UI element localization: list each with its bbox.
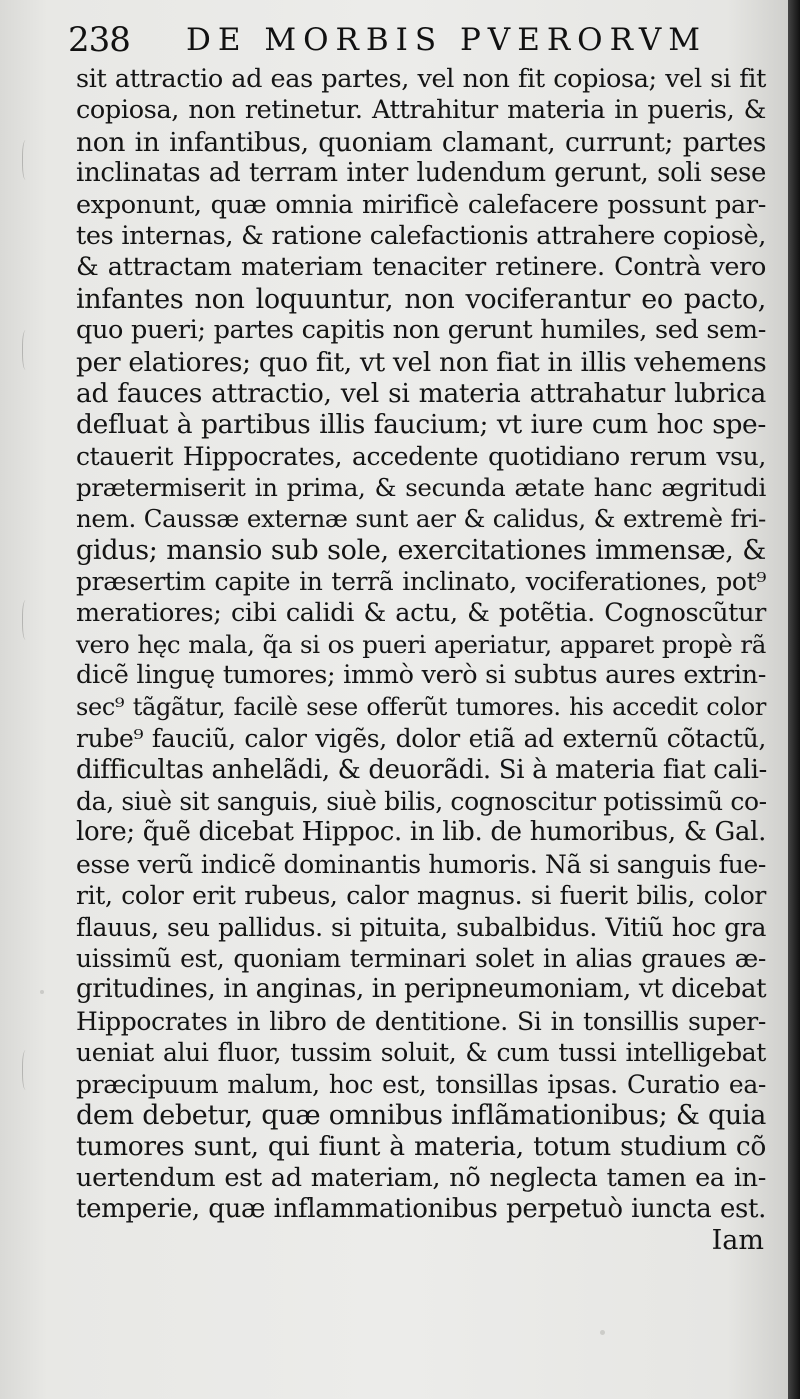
text-line: exponunt, quæ omnia mirificè calefacere possunt par- xyxy=(76,189,766,220)
paper-spot xyxy=(600,1330,605,1335)
text-line: præsertim capite in terrã inclinato, vociferationes, pot⁹ xyxy=(76,567,766,597)
text-line: ctauerit Hippocrates, accedente quotidiano rerum vsu, xyxy=(76,441,766,471)
catchword: Iam xyxy=(711,1225,764,1257)
text-line: non in infantibus, quoniam clamant, currunt; partes xyxy=(76,126,766,158)
page-number: 238 xyxy=(68,20,130,60)
paper-spot xyxy=(40,990,44,994)
text-line: esse verũ indicẽ dominantis humoris. Nã si sanguis fue- xyxy=(76,849,766,879)
text-line: uertendum est ad materiam, nõ neglecta tamen ea in- xyxy=(76,1162,766,1193)
text-line: lore; q̃uẽ dicebat Hippoc. in lib. de humoribus, & Gal. xyxy=(76,817,766,848)
page-header xyxy=(68,18,768,66)
running-title: DE MORBIS PVERORVM xyxy=(186,22,707,58)
text-line: inclinatas ad terram inter ludendum gerunt, soli sese xyxy=(76,158,766,189)
text-line: vero hęc mala, q̃a si os pueri aperiatur, apparet propè rã xyxy=(76,630,766,660)
text-line: gidus; mansio sub sole, exercitationes immensæ, & xyxy=(76,534,766,566)
text-line: tumores sunt, qui fiunt à materia, totum studium cõ xyxy=(76,1131,766,1163)
text-line: nem. Caussæ externæ sunt aer & calidus, & extremè fri- xyxy=(76,504,766,534)
text-line: dem debetur, quæ omnibus inflãmationibus; & quia xyxy=(76,1099,766,1131)
text-line: rube⁹ fauciũ, calor vigẽs, dolor etiã ad externũ cõtactũ, xyxy=(76,724,766,754)
text-line: sit attractio ad eas partes, vel non fit copiosa; vel si fit xyxy=(76,64,766,94)
text-line: ueniat alui fluor, tussim soluit, & cum tussi intelligebat xyxy=(76,1038,766,1068)
text-line: difficultas anhelãdi, & deuorãdi. Si à materia fiat cali- xyxy=(76,754,767,785)
text-line: per elatiores; quo fit, vt vel non fiat in illis vehemens xyxy=(76,346,767,378)
margin-mark xyxy=(22,330,31,370)
margin-mark xyxy=(22,1050,31,1090)
text-line: prætermiserit in prima, & secunda ætate hanc ægritudi xyxy=(76,473,766,503)
text-line: temperie, quæ inflammationibus perpetuò iuncta est. xyxy=(76,1194,766,1225)
text-line: rit, color erit rubeus, calor magnus. si fuerit bilis, color xyxy=(76,881,766,911)
text-line: infantes non loquuntur, non vociferantur eo pacto, xyxy=(76,283,766,315)
page-edge-shadow xyxy=(788,0,800,1399)
text-line: defluat à partibus illis faucium; vt iure cum hoc spe- xyxy=(76,409,766,441)
text-line: quo pueri; partes capitis non gerunt humiles, sed sem- xyxy=(76,315,766,346)
text-line: da, siuè sit sanguis, siuè bilis, cognoscitur potissimũ co- xyxy=(76,786,767,816)
text-line: copiosa, non retinetur. Attrahitur materia in pueris, & xyxy=(76,95,766,126)
text-line: uissimũ est, quoniam terminari solet in alias graues æ- xyxy=(76,943,766,973)
text-line: præcipuum malum, hoc est, tonsillas ipsas. Curatio ea- xyxy=(76,1069,766,1099)
text-line: ad fauces attractio, vel si materia attrahatur lubrica xyxy=(76,377,766,409)
text-line: tes internas, & ratione calefactionis attrahere copiosè, xyxy=(76,220,766,251)
text-line: sec⁹ tãgãtur, facilè sese offerũt tumores. his accedit color xyxy=(76,692,766,721)
body-text xyxy=(76,64,766,1257)
text-line: meratiores; cibi calidi & actu, & potẽtia. Cognoscũtur xyxy=(76,597,766,628)
text-line: & attractam materiam tenaciter retinere. Contrà vero xyxy=(76,252,766,283)
text-line: flauus, seu pallidus. si pituita, subalbidus. Vitiũ hoc gra xyxy=(76,912,766,942)
text-line: Hippocrates in libro de dentitione. Si in tonsillis super- xyxy=(76,1006,766,1036)
text-line: gritudines, in anginas, in peripneumoniam, vt dicebat xyxy=(76,974,767,1005)
margin-mark xyxy=(22,600,31,640)
text-line: dicẽ linguę tumores; immò verò si subtus aures extrin- xyxy=(76,660,766,691)
margin-mark xyxy=(22,140,31,180)
